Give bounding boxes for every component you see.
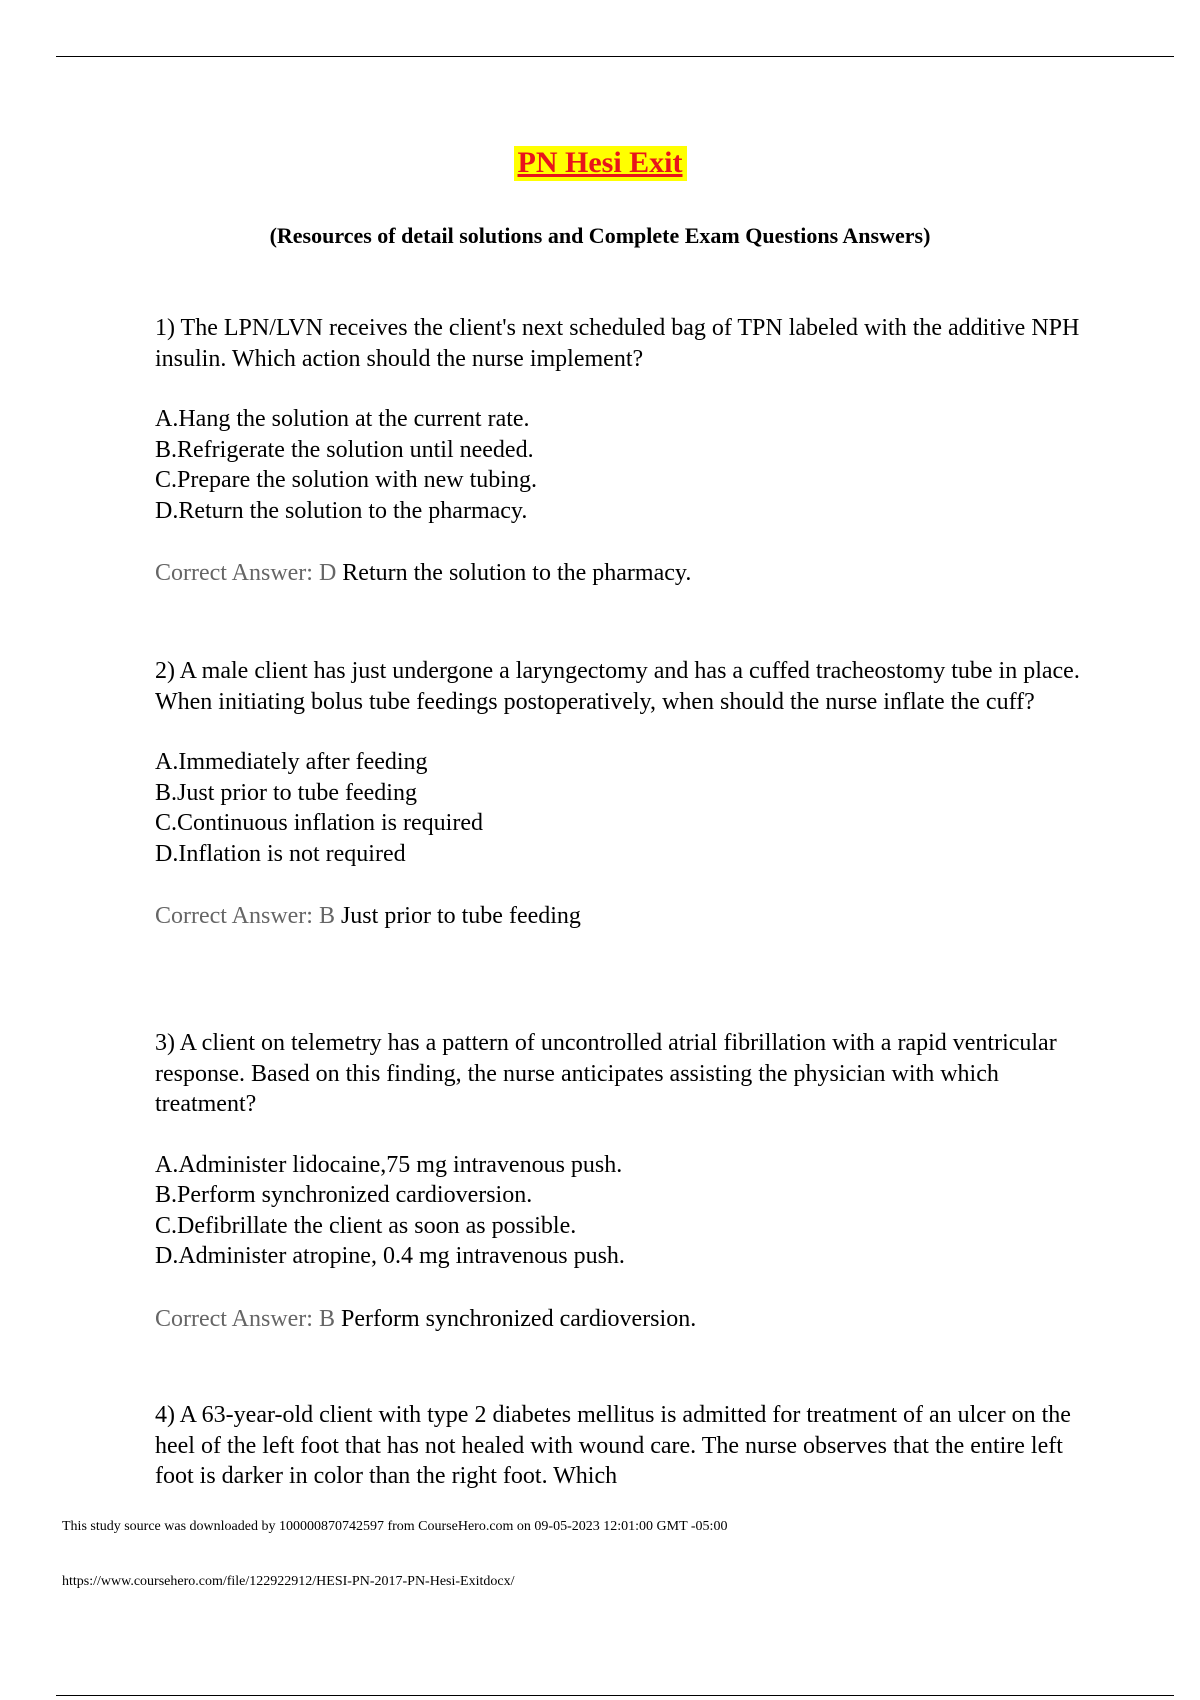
question-3-option-b: B.Perform synchronized cardioversion. — [155, 1182, 533, 1208]
question-2-option-a: A.Immediately after feeding — [155, 749, 428, 775]
question-3-answer-label: Correct Answer: B — [155, 1305, 335, 1332]
question-block-3 — [155, 1028, 1085, 1358]
question-1-answer-label: Correct Answer: D — [155, 560, 337, 586]
question-3-answer-text: Perform synchronized cardioversion. — [340, 1305, 697, 1332]
download-notice: This study source was downloaded by 100000870742597 from CourseHero.com on 09-05-2023 12:01:00 GMT -05:00 — [62, 1519, 728, 1534]
question-3-options — [155, 1150, 1085, 1272]
question-1-text: 1) The LPN/LVN receives the client's next scheduled bag of TPN labeled with the additive NPH insulin. Which action should the nurse implement? — [155, 315, 1080, 372]
question-1-option-c: C.Prepare the solution with new tubing. — [155, 467, 537, 493]
question-1-option-a: A.Hang the solution at the current rate. — [155, 406, 530, 432]
question-2-option-c: C.Continuous inflation is required — [155, 810, 483, 836]
document-subtitle: (Resources of detail solutions and Complete Exam Questions Answers) — [269, 223, 931, 248]
question-block-2 — [155, 656, 1085, 956]
document-title-text: PN Hesi Exit — [514, 146, 687, 181]
question-2-answer-text: Just prior to tube feeding — [340, 903, 581, 929]
question-1-options — [155, 404, 1085, 526]
question-2-answer-label: Correct Answer: B — [155, 903, 335, 929]
question-3-option-c: C.Defibrillate the client as soon as possible. — [155, 1212, 577, 1239]
question-2-option-d: D.Inflation is not required — [155, 840, 406, 867]
question-2-answer — [155, 901, 1085, 932]
source-url[interactable]: https://www.coursehero.com/file/122922912/HESI-PN-2017-PN-Hesi-Exitdocx/ — [62, 1574, 515, 1589]
question-block-4 — [155, 1400, 1085, 1492]
question-1-option-d: D.Return the solution to the pharmacy. — [155, 497, 528, 524]
question-3-text: 3) A client on telemetry has a pattern of uncontrolled atrial fibrillation with a rapid ventricular response. Based on this finding, the nurse anticipates assisting the physician with which treatment? — [155, 1030, 1057, 1117]
question-4-text: 4) A 63-year-old client with type 2 diabetes mellitus is admitted for treatment of an ulcer on the heel of the left foot that has not healed with wound care. The nurse observes that the entire left foot is darker in color than the right foot. Which — [155, 1402, 1071, 1489]
document-title — [0, 145, 1200, 181]
question-1-option-b: B.Refrigerate the solution until needed. — [155, 436, 534, 463]
bottom-rule — [56, 1695, 1174, 1696]
question-2-options — [155, 747, 1085, 869]
top-rule — [56, 56, 1174, 57]
question-2-text: 2) A male client has just undergone a laryngectomy and has a cuffed tracheostomy tube in place. When initiating bolus tube feedings postoperatively, when should the nurse inflate the cuff? — [155, 658, 1080, 715]
question-3-answer — [155, 1304, 1085, 1335]
question-2-option-b: B.Just prior to tube feeding — [155, 779, 417, 806]
question-1-answer — [155, 558, 1085, 589]
question-3-option-a: A.Administer lidocaine,75 mg intravenous push. — [155, 1151, 623, 1178]
question-3-option-d: D.Administer atropine, 0.4 mg intravenous push. — [155, 1243, 625, 1269]
question-1-answer-text: Return the solution to the pharmacy. — [342, 560, 692, 586]
question-block-1 — [155, 313, 1085, 613]
